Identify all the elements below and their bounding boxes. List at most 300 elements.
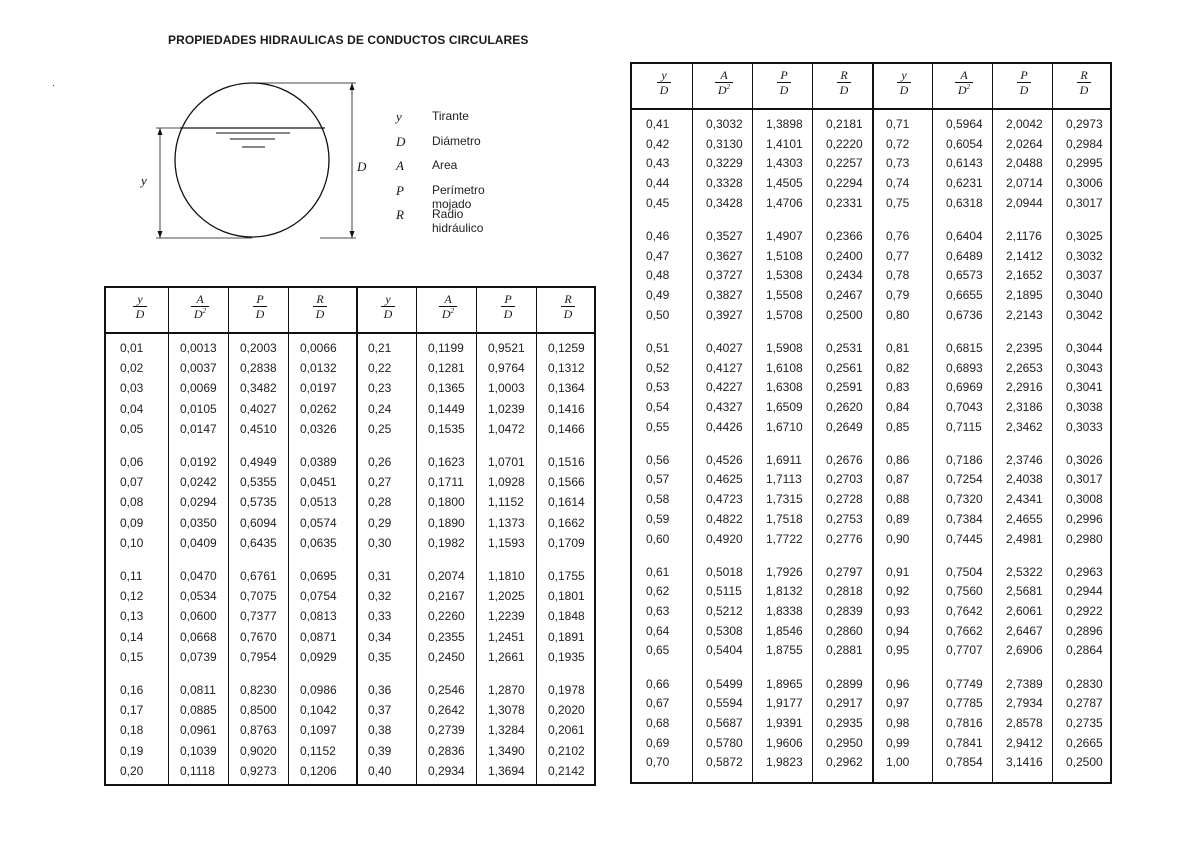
header-numerator: P bbox=[780, 68, 788, 82]
table-cell: 2,0714 bbox=[1006, 176, 1043, 191]
table-cell: 0,54 bbox=[646, 399, 670, 414]
table-cell: 0,1801 bbox=[548, 589, 585, 604]
table-cell: 2,0042 bbox=[1006, 117, 1043, 131]
table-cell: 0,55 bbox=[646, 419, 670, 434]
table-cell: 0,68 bbox=[646, 715, 670, 730]
header-cell bbox=[478, 292, 538, 321]
table-cell: 0,08 bbox=[120, 495, 144, 510]
table-cell: 0,05 bbox=[120, 421, 144, 436]
header-cell bbox=[996, 68, 1052, 97]
header-denominator bbox=[955, 82, 973, 97]
table-cell: 0,2003 bbox=[240, 341, 277, 355]
table-cell: 0,1516 bbox=[548, 455, 585, 469]
table-cell: 2,7934 bbox=[1006, 696, 1043, 711]
table-cell: 0,2061 bbox=[548, 723, 585, 738]
table-cell: 0,2935 bbox=[826, 715, 863, 730]
table-cell: 0,5212 bbox=[706, 604, 743, 618]
table-cell: 0,7707 bbox=[946, 643, 983, 658]
table-cell: 0,2649 bbox=[826, 419, 863, 434]
table-cell: 0,2500 bbox=[826, 307, 863, 322]
header-denominator bbox=[897, 82, 912, 97]
table-cell: 1,8755 bbox=[766, 643, 803, 658]
table-row bbox=[106, 566, 594, 586]
table-cell: 0,06 bbox=[120, 455, 144, 469]
table-cell: 0,2787 bbox=[1066, 696, 1103, 711]
table-cell: 0,2257 bbox=[826, 156, 863, 171]
table-cell: 0,0197 bbox=[300, 381, 337, 396]
table-cell: 0,2963 bbox=[1066, 564, 1103, 579]
table-cell: 1,6108 bbox=[766, 360, 803, 375]
table-cell: 0,3727 bbox=[706, 268, 743, 283]
table-cell: 0,4426 bbox=[706, 419, 743, 434]
table-cell: 0,2074 bbox=[428, 569, 465, 583]
table-cell: 0,7954 bbox=[240, 649, 277, 664]
y-dim-arrow-bottom bbox=[158, 231, 163, 238]
header-denominator bbox=[657, 82, 672, 97]
table-cell: 0,2665 bbox=[1066, 735, 1103, 750]
table-cell: 0,31 bbox=[368, 569, 392, 583]
table-cell: 0,6054 bbox=[946, 136, 983, 151]
table-cell: 2,6906 bbox=[1006, 643, 1043, 658]
table-cell: 0,7560 bbox=[946, 584, 983, 599]
header-denominator bbox=[715, 82, 733, 97]
table-cell: 0,3527 bbox=[706, 228, 743, 243]
table-cell: 0,61 bbox=[646, 564, 670, 579]
right-properties-table bbox=[630, 62, 1112, 784]
header-denominator bbox=[561, 306, 576, 321]
table-cell: 0,21 bbox=[368, 341, 392, 355]
table-row bbox=[106, 586, 594, 606]
table-cell: 0,1978 bbox=[548, 683, 585, 697]
table-cell: 0,1662 bbox=[548, 515, 585, 530]
table-cell: 1,3284 bbox=[488, 723, 525, 738]
table-cell: 1,7722 bbox=[766, 531, 803, 546]
table-cell: 0,5404 bbox=[706, 643, 743, 658]
table-cell: 2,2143 bbox=[1006, 307, 1043, 322]
table-cell: 0,0294 bbox=[180, 495, 217, 510]
table-cell: 0,2753 bbox=[826, 511, 863, 526]
table-cell: 0,84 bbox=[886, 399, 910, 414]
header-cell bbox=[358, 292, 418, 321]
table-cell: 0,2400 bbox=[826, 248, 863, 263]
table-cell: 0,37 bbox=[368, 703, 392, 718]
table-cell: 1,7518 bbox=[766, 511, 803, 526]
table-cell: 0,3229 bbox=[706, 156, 743, 171]
table-cell: 0,2500 bbox=[1066, 755, 1103, 770]
table-cell: 0,62 bbox=[646, 584, 670, 599]
d-dim-arrow-bottom bbox=[350, 231, 355, 238]
header-cell bbox=[696, 68, 752, 97]
table-row bbox=[106, 338, 594, 358]
table-cell: 0,2642 bbox=[428, 703, 465, 718]
table-cell: 0,2434 bbox=[826, 268, 863, 283]
table-cell: 0,2996 bbox=[1066, 511, 1103, 526]
table-cell: 0,22 bbox=[368, 361, 392, 376]
table-cell: 0,6435 bbox=[240, 535, 277, 550]
table-cell: 1,5908 bbox=[766, 340, 803, 355]
table-cell: 3,1416 bbox=[1006, 755, 1043, 770]
table-cell: 0,98 bbox=[886, 715, 910, 730]
header-fraction bbox=[897, 68, 912, 97]
header-cell bbox=[538, 292, 598, 321]
header-fraction bbox=[1077, 68, 1092, 97]
table-cell: 0,2830 bbox=[1066, 676, 1103, 691]
stray-mark: · bbox=[52, 80, 56, 91]
table-cell: 0,52 bbox=[646, 360, 670, 375]
table-cell: 0,7320 bbox=[946, 492, 983, 507]
table-cell: 1,3898 bbox=[766, 117, 803, 131]
table-cell: 0,1623 bbox=[428, 455, 465, 469]
d-dim-label: D bbox=[357, 159, 367, 174]
header-denominator-text: D bbox=[1019, 83, 1029, 97]
table-cell: 1,0003 bbox=[488, 381, 525, 396]
table-cell: 0,0600 bbox=[180, 609, 217, 624]
table-row bbox=[632, 114, 1110, 134]
table-cell: 0,4127 bbox=[706, 360, 743, 375]
table-cell: 0,2995 bbox=[1066, 156, 1103, 171]
table-cell: 0,1449 bbox=[428, 401, 465, 416]
header-denominator-text: D bbox=[383, 307, 393, 321]
table-cell: 0,7662 bbox=[946, 623, 983, 638]
table-cell: 0,1982 bbox=[428, 535, 465, 550]
table-cell: 0,7075 bbox=[240, 589, 277, 604]
table-cell: 0,39 bbox=[368, 743, 392, 758]
table-cell: 0,0132 bbox=[300, 361, 337, 376]
table-cell: 0,1364 bbox=[548, 381, 585, 396]
table-cell: 0,6318 bbox=[946, 195, 983, 210]
table-cell: 0,0262 bbox=[300, 401, 337, 416]
table-cell: 0,83 bbox=[886, 380, 910, 395]
header-cell bbox=[230, 292, 290, 321]
table-row bbox=[106, 378, 594, 398]
table-cell: 2,1652 bbox=[1006, 268, 1043, 283]
table-cell: 0,2355 bbox=[428, 629, 465, 644]
table-row bbox=[632, 450, 1110, 470]
table-cell: 0,7749 bbox=[946, 676, 983, 691]
header-fraction bbox=[439, 292, 457, 321]
table-cell: 0,74 bbox=[886, 176, 910, 191]
table-cell: 0,51 bbox=[646, 340, 670, 355]
table-cell: 1,0239 bbox=[488, 401, 525, 416]
table-cell: 0,18 bbox=[120, 723, 144, 738]
table-cell: 1,0472 bbox=[488, 421, 525, 436]
table-cell: 0,11 bbox=[120, 569, 143, 583]
header-numerator: y bbox=[385, 292, 391, 306]
table-cell: 0,3026 bbox=[1066, 452, 1103, 467]
table-cell: 0,3038 bbox=[1066, 399, 1103, 414]
table-cell: 0,2591 bbox=[826, 380, 863, 395]
table-cell: 0,2950 bbox=[826, 735, 863, 750]
table-row bbox=[632, 285, 1110, 305]
table-cell: 1,5308 bbox=[766, 268, 803, 283]
table-cell: 2,5681 bbox=[1006, 584, 1043, 599]
table-cell: 0,3006 bbox=[1066, 176, 1103, 191]
table-cell: 0,26 bbox=[368, 455, 392, 469]
table-row bbox=[632, 733, 1110, 753]
table-cell: 2,7389 bbox=[1006, 676, 1043, 691]
header-numerator: P bbox=[1020, 68, 1028, 82]
header-denominator-text: D bbox=[563, 307, 573, 321]
header-fraction bbox=[191, 292, 209, 321]
table-row bbox=[106, 419, 594, 439]
table-cell: 0,2881 bbox=[826, 643, 863, 658]
table-cell: 0,4027 bbox=[240, 401, 277, 416]
table-row bbox=[106, 761, 594, 781]
table-cell: 0,47 bbox=[646, 248, 670, 263]
table-cell: 2,6061 bbox=[1006, 604, 1043, 618]
table-cell: 0,40 bbox=[368, 763, 392, 778]
table-cell: 1,4101 bbox=[766, 136, 803, 151]
table-row bbox=[106, 680, 594, 700]
table-cell: 0,0811 bbox=[180, 683, 216, 697]
table-cell: 0,2102 bbox=[548, 743, 585, 758]
table-row bbox=[632, 601, 1110, 621]
table-cell: 0,0326 bbox=[300, 421, 337, 436]
table-cell: 0,5780 bbox=[706, 735, 743, 750]
table-cell: 0,4822 bbox=[706, 511, 743, 526]
table-cell: 0,2838 bbox=[240, 361, 277, 376]
table-cell: 0,2620 bbox=[826, 399, 863, 414]
header-numerator: R bbox=[840, 68, 848, 82]
header-fraction bbox=[253, 292, 268, 321]
table-cell: 0,0986 bbox=[300, 683, 337, 697]
table-cell: 0,2864 bbox=[1066, 643, 1103, 658]
header-denominator bbox=[837, 82, 852, 97]
header-fraction bbox=[657, 68, 672, 97]
table-row bbox=[632, 305, 1110, 325]
table-row bbox=[106, 492, 594, 512]
table-cell: 0,5735 bbox=[240, 495, 277, 510]
table-cell: 0,42 bbox=[646, 136, 670, 151]
table-cell: 0,24 bbox=[368, 401, 392, 416]
table-row bbox=[106, 513, 594, 533]
header-numerator: y bbox=[137, 292, 143, 306]
table-row bbox=[632, 358, 1110, 378]
header-denominator bbox=[1077, 82, 1092, 97]
header-cell bbox=[290, 292, 350, 321]
y-dim-label: y bbox=[141, 173, 147, 188]
table-cell: 0,6143 bbox=[946, 156, 983, 171]
header-denominator-text: D bbox=[899, 83, 909, 97]
table-cell: 0,80 bbox=[886, 307, 910, 322]
header-fraction bbox=[313, 292, 328, 321]
table-cell: 0,7115 bbox=[946, 419, 982, 434]
table-cell: 0,1312 bbox=[548, 361, 585, 376]
table-cell: 0,1755 bbox=[548, 569, 585, 583]
table-cell: 0,1466 bbox=[548, 421, 585, 436]
header-numerator: P bbox=[504, 292, 512, 306]
table-cell: 0,72 bbox=[886, 136, 910, 151]
table-cell: 0,5115 bbox=[706, 584, 742, 599]
table-cell: 0,1848 bbox=[548, 609, 585, 624]
table-cell: 1,1152 bbox=[488, 495, 524, 510]
table-cell: 2,1895 bbox=[1006, 288, 1043, 302]
header-cell bbox=[816, 68, 872, 97]
table-cell: 0,4027 bbox=[706, 340, 743, 355]
table-cell: 0,5964 bbox=[946, 117, 983, 131]
header-denominator-text: D bbox=[957, 83, 967, 97]
header-numerator: A bbox=[960, 68, 968, 82]
header-numerator: R bbox=[564, 292, 572, 306]
table-cell: 0,91 bbox=[886, 564, 910, 579]
table-row bbox=[632, 377, 1110, 397]
table-cell: 0,5687 bbox=[706, 715, 743, 730]
table-row bbox=[632, 397, 1110, 417]
table-cell: 0,46 bbox=[646, 228, 670, 243]
table-cell: 1,9391 bbox=[766, 715, 803, 730]
table-cell: 0,3482 bbox=[240, 381, 277, 396]
table-cell: 2,2653 bbox=[1006, 360, 1043, 375]
table-cell: 0,5308 bbox=[706, 623, 743, 638]
header-numerator: y bbox=[661, 68, 667, 82]
table-cell: 0,90 bbox=[886, 531, 910, 546]
table-cell: 0,63 bbox=[646, 604, 670, 618]
table-cell: 0,1042 bbox=[300, 703, 337, 718]
table-cell: 0,3033 bbox=[1066, 419, 1103, 434]
table-cell: 0,7785 bbox=[946, 696, 983, 711]
table-cell: 0,2896 bbox=[1066, 623, 1103, 638]
table-cell: 0,2728 bbox=[826, 492, 863, 507]
table-cell: 2,8578 bbox=[1006, 715, 1043, 730]
table-cell: 1,6710 bbox=[766, 419, 803, 434]
table-cell: 0,27 bbox=[368, 475, 392, 490]
table-cell: 0,2676 bbox=[826, 452, 863, 467]
header-fraction bbox=[777, 68, 792, 97]
table-cell: 0,77 bbox=[886, 248, 910, 263]
table-cell: 0,0066 bbox=[300, 341, 337, 355]
header-cell bbox=[170, 292, 230, 321]
table-cell: 0,0929 bbox=[300, 649, 337, 664]
table-cell: 0,0470 bbox=[180, 569, 217, 583]
table-cell: 0,2739 bbox=[428, 723, 465, 738]
table-cell: 0,7841 bbox=[946, 735, 983, 750]
d-dim-arrow-top bbox=[350, 83, 355, 90]
table-cell: 0,3008 bbox=[1066, 492, 1103, 507]
page-title: PROPIEDADES HIDRAULICAS DE CONDUCTOS CIRCULARES bbox=[168, 33, 529, 47]
header-denominator-text: D bbox=[1079, 83, 1089, 97]
table-cell: 0,1711 bbox=[428, 475, 464, 490]
table-cell: 0,92 bbox=[886, 584, 910, 599]
table-row bbox=[632, 153, 1110, 173]
table-cell: 0,7816 bbox=[946, 715, 983, 730]
table-cell: 0,23 bbox=[368, 381, 392, 396]
table-cell: 0,96 bbox=[886, 676, 910, 691]
table-cell: 0,0513 bbox=[300, 495, 337, 510]
table-row bbox=[106, 741, 594, 761]
table-row bbox=[106, 399, 594, 419]
table-cell: 0,6761 bbox=[240, 569, 277, 583]
legend-symbol: A bbox=[396, 158, 404, 173]
table-cell: 0,13 bbox=[120, 609, 144, 624]
table-cell: 0,15 bbox=[120, 649, 144, 664]
table-cell: 0,5499 bbox=[706, 676, 743, 691]
legend-text: Perímetro mojado bbox=[432, 182, 485, 211]
table-cell: 1,3694 bbox=[488, 763, 525, 778]
header-denominator-text: D bbox=[839, 83, 849, 97]
table-cell: 0,0961 bbox=[180, 723, 217, 738]
table-cell: 0,70 bbox=[646, 755, 670, 770]
table-cell: 0,1152 bbox=[300, 743, 336, 758]
table-cell: 2,3746 bbox=[1006, 452, 1043, 467]
table-cell: 0,3827 bbox=[706, 288, 743, 302]
table-cell: 0,25 bbox=[368, 421, 392, 436]
table-cell: 0,71 bbox=[886, 117, 910, 131]
table-cell: 0,4510 bbox=[240, 421, 277, 436]
table-cell: 0,2922 bbox=[1066, 604, 1103, 618]
table-cell: 0,50 bbox=[646, 307, 670, 322]
header-denominator-text: D bbox=[255, 307, 265, 321]
header-cell bbox=[936, 68, 992, 97]
table-cell: 0,49 bbox=[646, 288, 670, 302]
header-denominator bbox=[133, 306, 148, 321]
header-numerator: A bbox=[720, 68, 728, 82]
table-cell: 0,3040 bbox=[1066, 288, 1103, 302]
table-cell: 2,2395 bbox=[1006, 340, 1043, 355]
header-cell bbox=[876, 68, 932, 97]
table-cell: 0,0147 bbox=[180, 421, 217, 436]
table-cell: 0,9020 bbox=[240, 743, 277, 758]
header-exponent: 2 bbox=[450, 307, 455, 315]
table-cell: 1,7926 bbox=[766, 564, 803, 579]
table-row bbox=[632, 674, 1110, 694]
table-cell: 0,9273 bbox=[240, 763, 277, 778]
table-cell: 0,3428 bbox=[706, 195, 743, 210]
table-cell: 0,38 bbox=[368, 723, 392, 738]
table-cell: 1,0701 bbox=[488, 455, 525, 469]
table-cell: 0,2546 bbox=[428, 683, 465, 697]
table-cell: 1,4706 bbox=[766, 195, 803, 210]
table-cell: 0,9764 bbox=[488, 361, 525, 376]
table-cell: 0,0534 bbox=[180, 589, 217, 604]
table-row bbox=[632, 193, 1110, 213]
table-cell: 0,36 bbox=[368, 683, 392, 697]
table-cell: 2,1412 bbox=[1006, 248, 1043, 263]
table-cell: 0,35 bbox=[368, 649, 392, 664]
table-cell: 0,3017 bbox=[1066, 195, 1103, 210]
table-cell: 1,8546 bbox=[766, 623, 803, 638]
header-fraction bbox=[837, 68, 852, 97]
table-cell: 0,20 bbox=[120, 763, 144, 778]
table-cell: 0,97 bbox=[886, 696, 910, 711]
table-cell: 0,2294 bbox=[826, 176, 863, 191]
legend-symbol: P bbox=[396, 182, 404, 198]
table-cell: 1,5508 bbox=[766, 288, 803, 302]
table-cell: 0,4526 bbox=[706, 452, 743, 467]
table-cell: 2,4981 bbox=[1006, 531, 1043, 546]
table-cell: 0,88 bbox=[886, 492, 910, 507]
table-row bbox=[632, 469, 1110, 489]
table-row bbox=[632, 509, 1110, 529]
table-cell: 0,93 bbox=[886, 604, 910, 618]
table-cell: 2,4038 bbox=[1006, 472, 1043, 487]
table-cell: 0,56 bbox=[646, 452, 670, 467]
table-row bbox=[106, 533, 594, 553]
header-cell bbox=[756, 68, 812, 97]
table-cell: 0,1097 bbox=[300, 723, 337, 738]
table-cell: 0,2142 bbox=[548, 763, 585, 778]
table-cell: 1,1593 bbox=[488, 535, 525, 550]
conduit-circle bbox=[175, 83, 329, 237]
table-cell: 0,2531 bbox=[826, 340, 863, 355]
table-row bbox=[632, 562, 1110, 582]
table-cell: 0,1566 bbox=[548, 475, 585, 490]
table-cell: 2,3186 bbox=[1006, 399, 1043, 414]
table-cell: 2,1176 bbox=[1006, 228, 1042, 243]
table-cell: 0,0813 bbox=[300, 609, 337, 624]
table-cell: 2,3462 bbox=[1006, 419, 1043, 434]
table-cell: 0,14 bbox=[120, 629, 144, 644]
table-row bbox=[632, 713, 1110, 733]
